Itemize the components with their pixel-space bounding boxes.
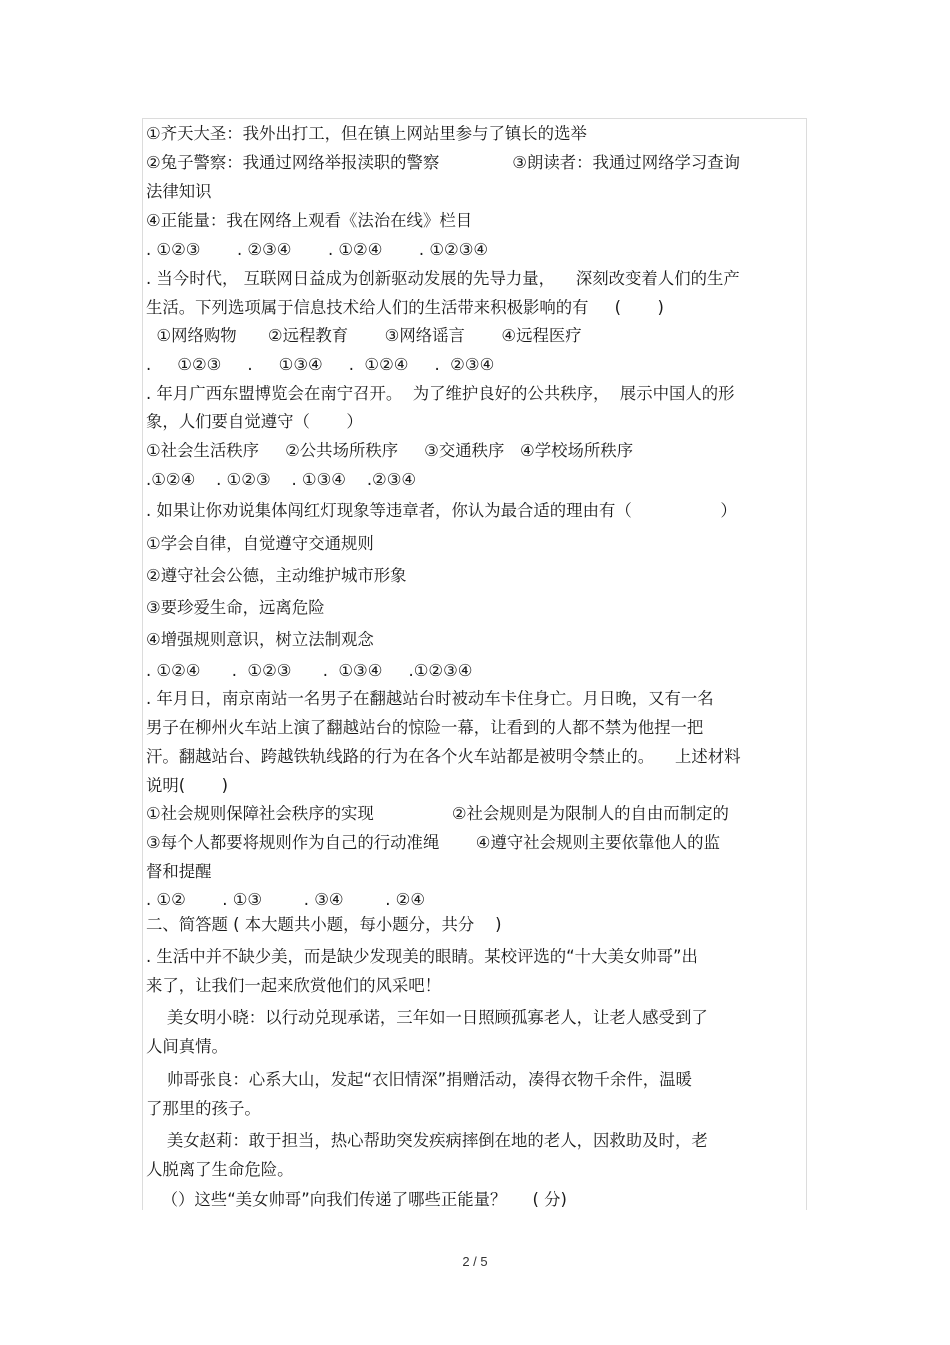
text-line: ①学会自律，自觉遵守交通规则 bbox=[146, 534, 374, 553]
question-text: . 当今时代， 互联网日益成为创新驱动发展的先导力量， 深刻改变着人们的生产 bbox=[146, 269, 740, 288]
text-line: ④正能量：我在网络上观看《法治在线》栏目 bbox=[146, 211, 473, 230]
text-line: 帅哥张良：心系大山，发起“衣旧情深”捐赠活动，凑得衣物千余件，温暖 bbox=[146, 1070, 692, 1089]
text-line: 法律知识 bbox=[146, 182, 212, 201]
answer-options: . ①②③ . ②③④ . ①②④ . ①②③④ bbox=[146, 240, 489, 259]
question-text: . 生活中并不缺少美，而是缺少发现美的眼睛。某校评选的“十大美女帅哥”出 bbox=[146, 947, 698, 966]
text-line: 男子在柳州火车站上演了翻越站台的惊险一幕，让看到的人都不禁为他捏一把 bbox=[146, 718, 704, 737]
text-line: ③每个人都要将规则作为自己的行动准绳 ④遵守社会规则主要依靠他人的监 bbox=[146, 833, 720, 852]
text-line: ①社会生活秩序 ②公共场所秩序 ③交通秩序 ④学校场所秩序 bbox=[146, 441, 634, 460]
answer-options: . ①②③ . ①③④ . ①②④ . ②③④ bbox=[146, 355, 495, 374]
text-line: 汗。翻越站台、跨越铁轨线路的行为在各个火车站都是被明令禁止的。 上述材料 bbox=[146, 747, 741, 766]
text-line: 人间真情。 bbox=[146, 1037, 228, 1056]
question-text: . 年月广西东盟博览会在南宁召开。 为了维护良好的公共秩序， 展示中国人的形 bbox=[146, 384, 735, 403]
text-line: ④增强规则意识，树立法制观念 bbox=[146, 630, 374, 649]
text-line: ①社会规则保障社会秩序的实现 ②社会规则是为限制人的自由而制定的 bbox=[146, 804, 729, 823]
question-text: . 年月日，南京南站一名男子在翻越站台时被动车卡住身亡。月日晚，又有一名 bbox=[146, 689, 714, 708]
text-line: 来了，让我们一起来欣赏他们的风采吧！ bbox=[146, 976, 442, 995]
question-text: . 如果让你劝说集体闯红灯现象等违章者，你认为最合适的理由有（ ） bbox=[146, 501, 737, 520]
answer-options: .①②④ . ①②③ . ①③④ .②③④ bbox=[146, 470, 417, 489]
text-line: 象，人们要自觉遵守（ ） bbox=[146, 412, 363, 431]
text-line: ①网络购物 ②远程教育 ③网络谣言 ④远程医疗 bbox=[146, 326, 582, 345]
text-line: ②兔子警察：我通过网络举报渎职的警察 ③朗读者：我通过网络学习查询 bbox=[146, 153, 741, 172]
section-heading: 二、简答题 ( 本大题共小题，每小题分，共分 ) bbox=[146, 915, 502, 934]
text-line: 美女赵莉：敢于担当，热心帮助突发疾病摔倒在地的老人，因救助及时，老 bbox=[146, 1131, 708, 1150]
text-line: 了那里的孩子。 bbox=[146, 1099, 261, 1118]
text-line: ①齐天大圣：我外出打工，但在镇上网站里参与了镇长的选举 bbox=[146, 124, 587, 143]
text-line: 说明( ) bbox=[146, 776, 229, 795]
text-line: 生活。下列选项属于信息技术给人们的生活带来积极影响的有 ( ) bbox=[146, 298, 664, 317]
answer-options: . ①② . ①③ . ③④ . ②④ bbox=[146, 890, 426, 909]
question-text: （）这些“美女帅哥”向我们传递了哪些正能量？ ( 分) bbox=[146, 1190, 567, 1209]
text-line: 美女明小晓：以行动兑现承诺，三年如一日照顾孤寡老人，让老人感受到了 bbox=[146, 1008, 708, 1027]
answer-options: . ①②④ . ①②③ . ①③④ .①②③④ bbox=[146, 661, 473, 680]
text-line: 人脱离了生命危险。 bbox=[146, 1160, 294, 1179]
text-line: ②遵守社会公德，主动维护城市形象 bbox=[146, 566, 407, 585]
text-line: ③要珍爱生命，远离危险 bbox=[146, 598, 325, 617]
text-line: 督和提醒 bbox=[146, 862, 212, 881]
page-number: 2 / 5 bbox=[462, 1254, 488, 1269]
